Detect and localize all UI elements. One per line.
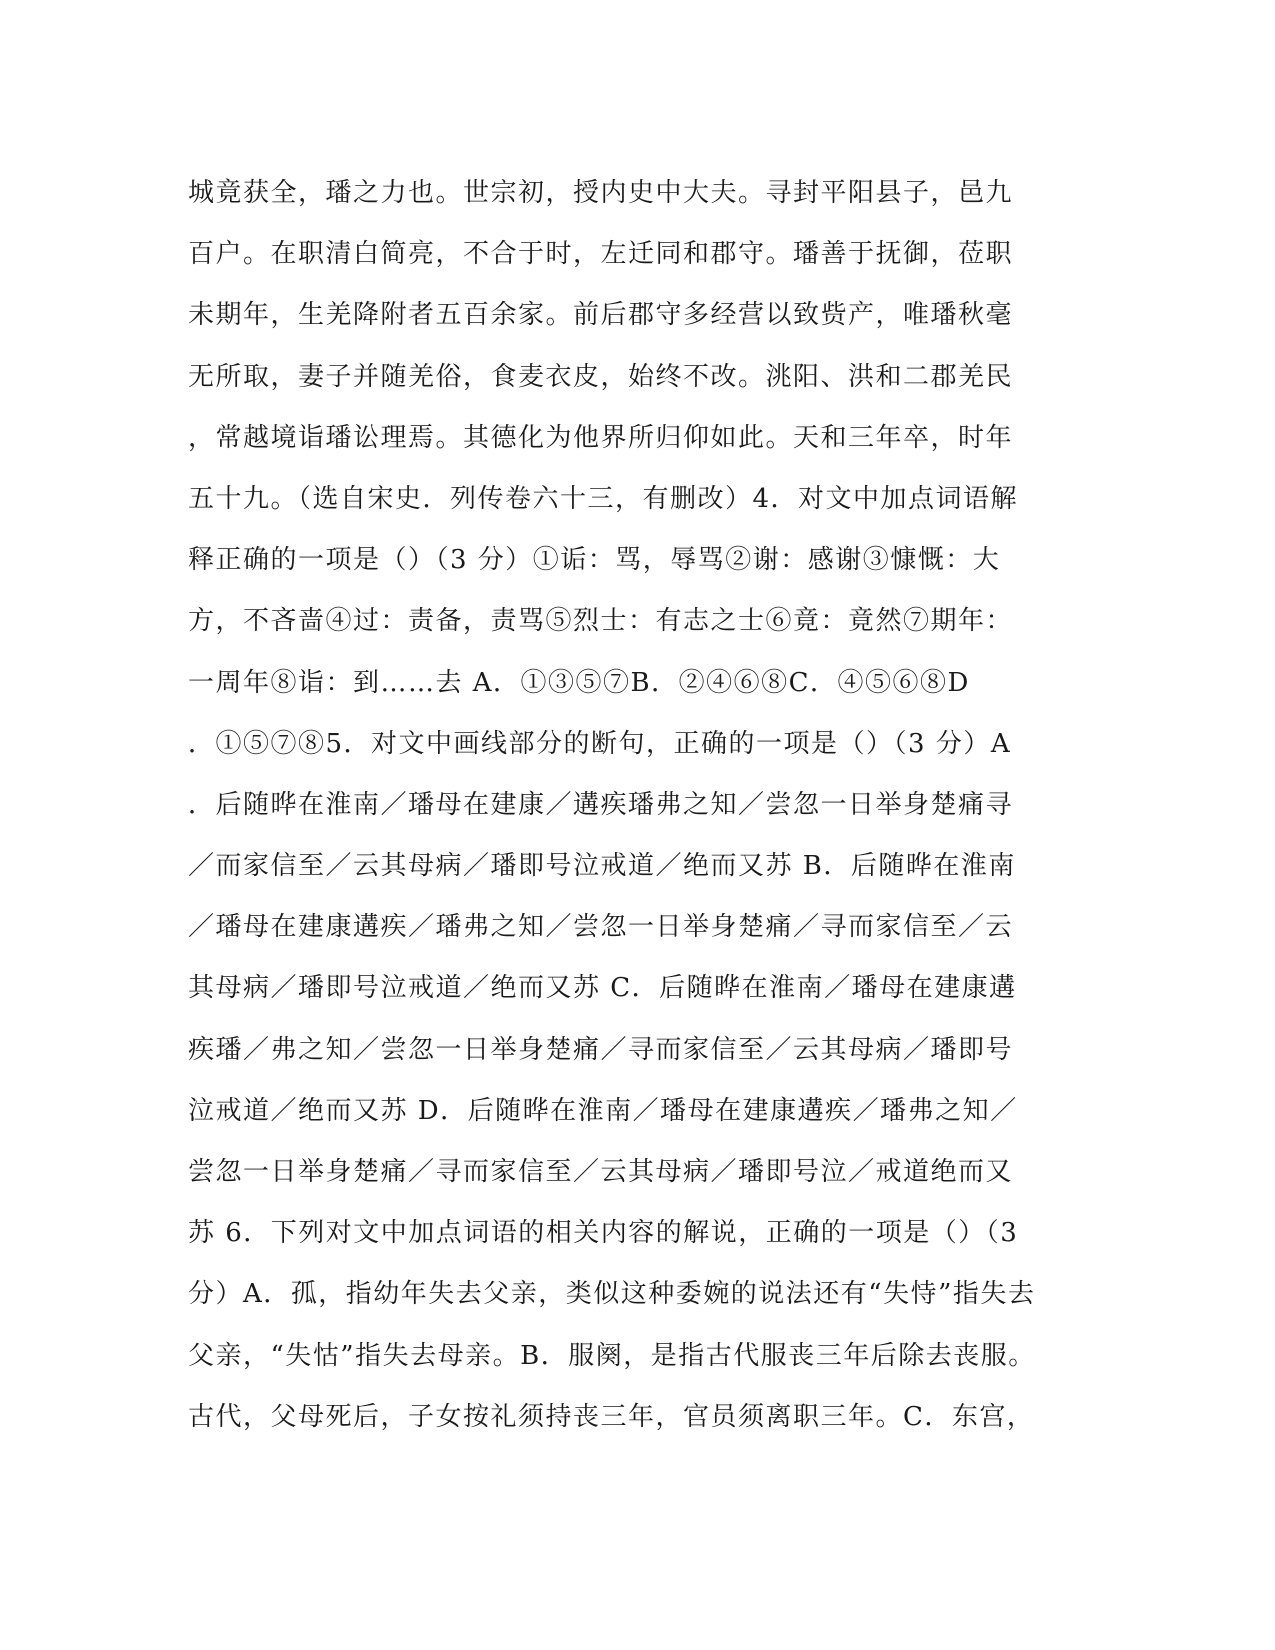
text-line: 释正确的一项是（）（3 分）①诟：骂，辱骂②谢：感谢③慷慨：大 xyxy=(188,545,1001,576)
text-line: 父亲，“失怙”指失去母亲。B．服阕，是指古代服丧三年后除去丧服。 xyxy=(188,1340,1036,1371)
text-line: 五十九。（选自宋史．列传卷六十三，有删改）4．对文中加点词语解 xyxy=(188,483,1019,514)
text-line: 百户。在职清白简亮，不合于时，左迁同和郡守。璠善于抚御，莅职 xyxy=(188,239,1014,270)
text-line: 尝忽一日举身楚痛／寻而家信至／云其母病／璠即号泣／戒道绝而又 xyxy=(188,1157,1014,1187)
text-line: ．①⑤⑦⑧5．对文中画线部分的断句，正确的一项是（）（3 分）A xyxy=(188,728,1012,759)
text-line: 未期年，生羌降附者五百余家。前后郡守多经营以致赀产，唯璠秋毫 xyxy=(188,300,1014,331)
body-text xyxy=(188,163,1088,1448)
text-line: ，常越境诣璠讼理焉。其德化为他界所归仰如此。天和三年卒，时年 xyxy=(188,422,1014,453)
text-line: 其母病／璠即号泣戒道／绝而又苏 C．后随晔在淮南／璠母在建康遘 xyxy=(188,973,1017,1004)
text-line: ／而家信至／云其母病／璠即号泣戒道／绝而又苏 B．后随晔在淮南 xyxy=(188,851,1016,882)
text-line: 苏 6．下列对文中加点词语的相关内容的解说，正确的一项是（）（3 xyxy=(188,1218,1019,1249)
text-line: 城竟获全，璠之力也。世宗初，授内史中大夫。寻封平阳县子，邑九 xyxy=(188,178,1014,208)
text-line: 泣戒道／绝而又苏 D．后随晔在淮南／璠母在建康遘疾／璠弗之知／ xyxy=(188,1095,1018,1126)
text-line: 疾璠／弗之知／尝忽一日举身楚痛／寻而家信至／云其母病／璠即号 xyxy=(188,1034,1014,1065)
text-line: 无所取，妻子并随羌俗，食麦衣皮，始终不改。洮阳、洪和二郡羌民 xyxy=(188,361,1014,392)
text-line: 一周年⑧诣：到……去 A．①③⑤⑦B．②④⑥⑧C．④⑤⑥⑧D xyxy=(188,667,970,698)
text-line: ／璠母在建康遘疾／璠弗之知／尝忽一日举身楚痛／寻而家信至／云 xyxy=(188,912,1014,943)
text-line: 方，不吝啬④过：责备，责骂⑤烈士：有志之士⑥竟：竟然⑦期年： xyxy=(188,606,1014,637)
text-line: 古代，父母死后，子女按礼须持丧三年，官员须离职三年。C．东宫， xyxy=(188,1401,1035,1432)
text-line: ．后随晔在淮南／璠母在建康／遘疾璠弗之知／尝忽一日举身楚痛寻 xyxy=(188,789,1014,820)
text-line: 分）A．孤，指幼年失去父亲，类似这种委婉的说法还有“失恃”指失去 xyxy=(188,1279,1036,1310)
